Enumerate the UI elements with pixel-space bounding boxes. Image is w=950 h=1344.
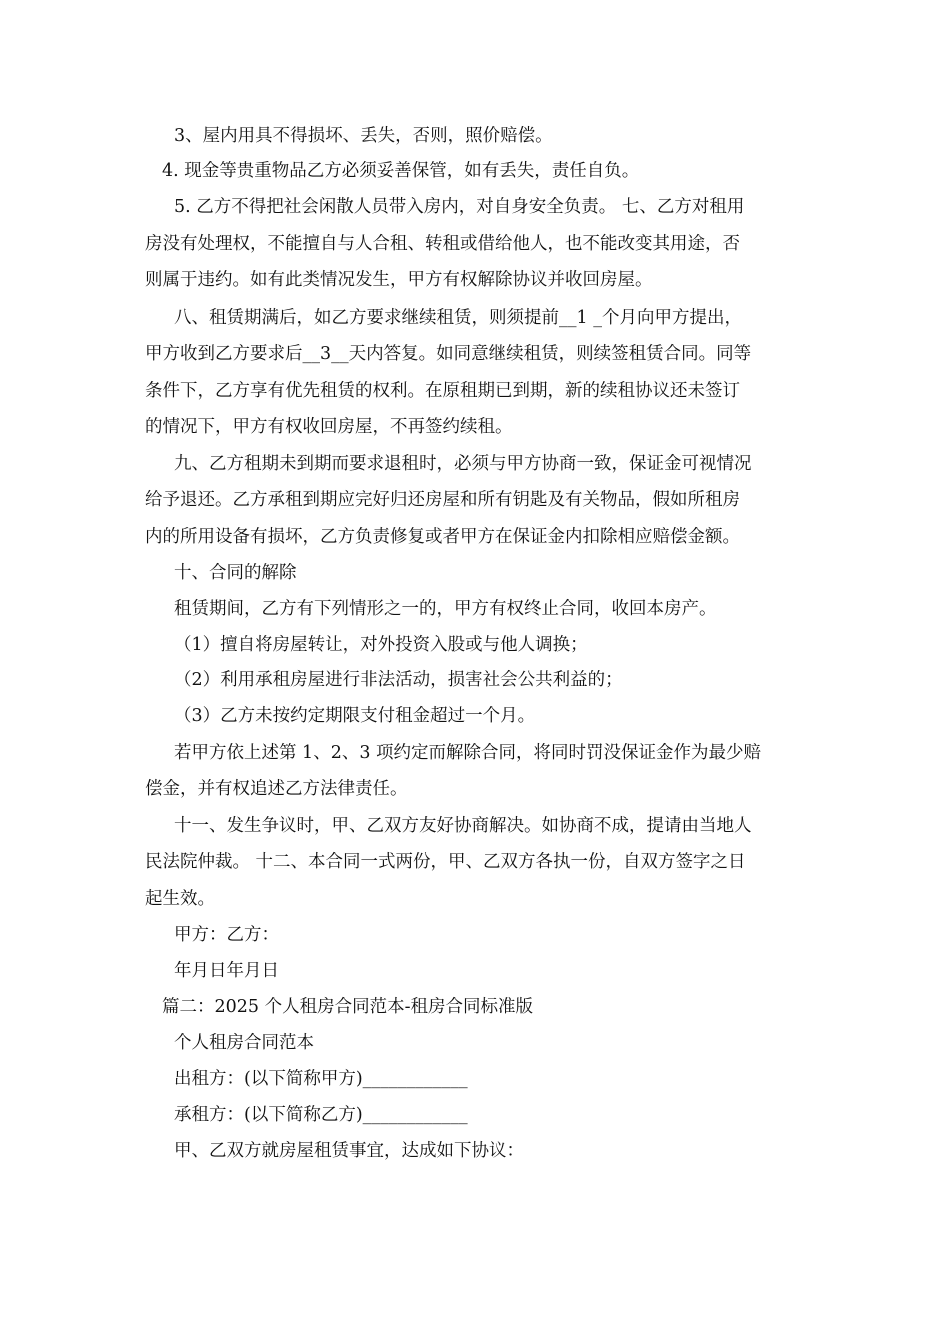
text-line: 甲、乙双方就房屋租赁事宜，达成如下协议： bbox=[174, 1141, 524, 1161]
text-line: 给予退还。乙方承租到期应完好归还房屋和所有钥匙及有关物品，假如所租房 bbox=[145, 490, 740, 510]
text-line: 内的所用设备有损坏，乙方负责修复或者甲方在保证金内扣除相应赔偿金额。 bbox=[145, 527, 740, 547]
text-line: 4. 现金等贵重物品乙方必须妥善保管，如有丢失，责任自负。 bbox=[162, 161, 640, 181]
text-line: 十一、发生争议时，甲、乙双方友好协商解决。如协商不成，提请由当地人 bbox=[174, 816, 752, 836]
text-line: 5. 乙方不得把社会闲散人员带入房内，对自身安全负责。 七、乙方对租用 bbox=[174, 197, 745, 217]
text-line: 甲方：乙方： bbox=[174, 925, 279, 945]
text-line: 若甲方依上述第 1、2、3 项约定而解除合同，将同时罚没保证金作为最少赔 bbox=[174, 743, 762, 763]
text-line: （3）乙方未按约定期限支付租金超过一个月。 bbox=[174, 706, 536, 726]
text-line: 3、屋内用具不得损坏、丢失，否则，照价赔偿。 bbox=[174, 126, 553, 146]
text-line: 承租方：(以下简称乙方)____________ bbox=[174, 1105, 468, 1125]
text-line: （1）擅自将房屋转让，对外投资入股或与他人调换； bbox=[174, 635, 588, 655]
text-line: 条件下，乙方享有优先租赁的权利。在原租期已到期，新的续租协议还未签订 bbox=[145, 381, 740, 401]
text-line: 民法院仲裁。 十二、本合同一式两份，甲、乙双方各执一份，自双方签字之日 bbox=[145, 852, 746, 872]
text-line: 十、合同的解除 bbox=[174, 563, 297, 583]
text-line: （2）利用承租房屋进行非法活动，损害社会公共利益的； bbox=[174, 670, 623, 690]
text-line: 九、乙方租期未到期而要求退租时，必须与甲方协商一致，保证金可视情况 bbox=[174, 454, 752, 474]
text-line: 篇二：2025 个人租房合同范本-租房合同标准版 bbox=[162, 997, 534, 1017]
text-line: 八、租赁期满后，如乙方要求继续租赁，则须提前__1 _个月向甲方提出， bbox=[174, 308, 742, 328]
text-line: 的情况下，甲方有权收回房屋，不再签约续租。 bbox=[145, 417, 513, 437]
text-line: 租赁期间，乙方有下列情形之一的，甲方有权终止合同，收回本房产。 bbox=[174, 599, 717, 619]
text-line: 甲方收到乙方要求后__3__天内答复。如同意继续租赁，则续签租赁合同。同等 bbox=[145, 344, 752, 364]
text-line: 房没有处理权，不能擅自与人合租、转租或借给他人，也不能改变其用途，否 bbox=[145, 234, 740, 254]
text-line: 偿金，并有权追述乙方法律责任。 bbox=[145, 779, 408, 799]
text-line: 年月日年月日 bbox=[174, 961, 279, 981]
text-line: 起生效。 bbox=[145, 889, 215, 909]
text-line: 个人租房合同范本 bbox=[174, 1033, 314, 1053]
text-line: 出租方：(以下简称甲方)____________ bbox=[174, 1069, 468, 1089]
text-line: 则属于违约。如有此类情况发生，甲方有权解除协议并收回房屋。 bbox=[145, 270, 653, 290]
